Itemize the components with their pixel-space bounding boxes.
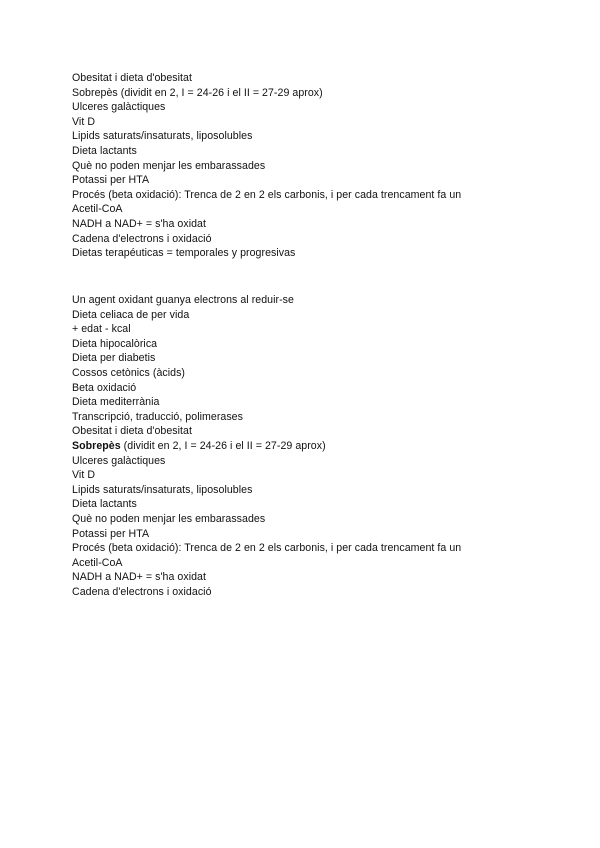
note-line: Dieta per diabetis [72, 352, 156, 365]
note-line: Acetil-CoA [72, 203, 123, 216]
note-line-rest: (dividit en 2, I = 24-26 i el II = 27-29 aprox) [120, 439, 326, 452]
note-line: Dieta hipocalòrica [72, 337, 158, 350]
note-line: Vit D [72, 115, 96, 128]
note-line-bold-lead [72, 439, 572, 454]
note-line: Beta oxidació [72, 381, 137, 394]
note-line: Un agent oxidant guanya electrons al reduir-se [72, 294, 294, 306]
note-line: + edat - kcal [72, 323, 131, 336]
notes-block-1 [72, 71, 572, 261]
note-line: Potassi per HTA [72, 527, 150, 540]
note-line: Ulceres galàctiques [72, 454, 166, 467]
note-line: Dieta celiaca de per vida [72, 308, 190, 321]
note-line: Acetil-CoA [72, 556, 123, 569]
note-line: Potassi per HTA [72, 174, 150, 187]
note-line: Què no poden menjar les embarassades [72, 512, 266, 525]
note-line: Ulceres galàctiques [72, 101, 166, 114]
note-line: Vit D [72, 469, 96, 482]
note-line: Dieta mediterrània [72, 396, 160, 409]
note-line: Cossos cetònics (àcids) [72, 366, 186, 379]
note-line: Obesitat i dieta d'obesitat [72, 425, 192, 438]
note-line: Procés (beta oxidació): Trenca de 2 en 2 els carbonis, i per cada trencament fa un [72, 188, 462, 201]
note-line: Cadena d'electrons i oxidació [72, 232, 212, 245]
note-line: Transcripció, traducció, polimerases [72, 410, 243, 423]
bold-word: Sobrepès [72, 439, 121, 452]
note-line: Sobrepès (dividit en 2, I = 24-26 i el II = 27-29 aprox) [72, 86, 323, 99]
notes-block-2 [72, 293, 572, 599]
note-line: Lipids saturats/insaturats, liposolubles [72, 483, 253, 496]
note-line: NADH a NAD+ = s'ha oxidat [72, 217, 206, 230]
note-line: Cadena d'electrons i oxidació [72, 585, 212, 598]
note-line: Dieta lactants [72, 144, 137, 157]
note-line: NADH a NAD+ = s'ha oxidat [72, 571, 206, 584]
note-line: Què no poden menjar les embarassades [72, 159, 266, 172]
note-line: Dieta lactants [72, 498, 137, 511]
note-line: Procés (beta oxidació): Trenca de 2 en 2 els carbonis, i per cada trencament fa un [72, 542, 462, 555]
note-line: Dietas terapéuticas = temporales y progresivas [72, 247, 296, 260]
note-line: Lipids saturats/insaturats, liposolubles [72, 130, 253, 143]
note-line: Obesitat i dieta d'obesitat [72, 72, 192, 84]
